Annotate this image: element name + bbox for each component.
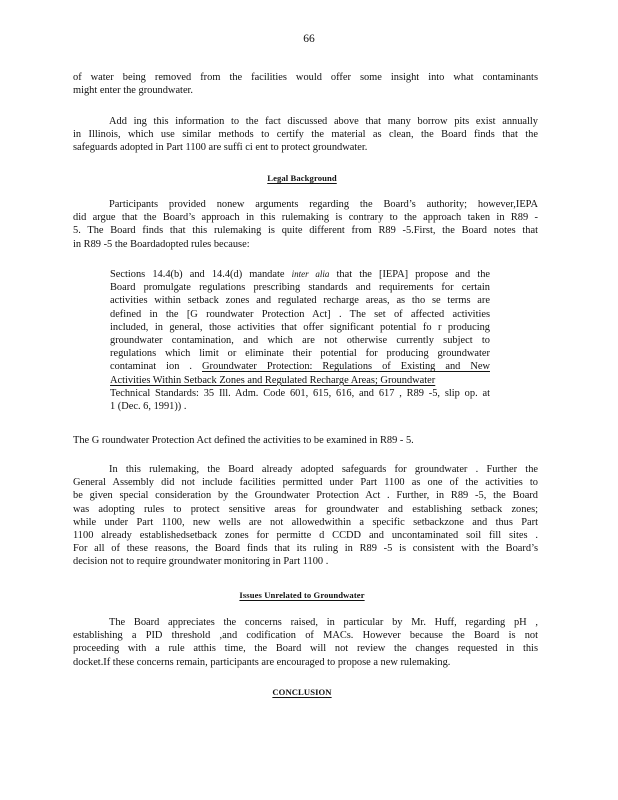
text-line: For all of these reasons, the Board finds that its ruling in R89 -5 is consistent with the Board’s: [73, 543, 538, 555]
text-line: while under Part 1100, new wells are not allowedwithin a specific setbackzone and thus Part: [73, 516, 538, 528]
text-line: in R89 -5 the Boardadopted rules because:: [73, 238, 250, 250]
text-line: proceeding with a rule atthis time, the Board will not review the changes requested in this: [73, 643, 538, 655]
text-line: [110, 374, 490, 387]
text-line: activities within setback zones and regulated recharge areas, as tho se terms are: [110, 295, 490, 307]
text-line: might enter the groundwater.: [73, 85, 194, 97]
text-line: groundwater contamination, and which are not otherwise currently subject to: [110, 335, 490, 347]
section-heading-conclusion: CONCLUSION: [272, 687, 332, 697]
text-line: General Assembly did not include facilities permitted under Part 1100 as one of the activities to: [73, 477, 538, 489]
citation-title-cont: Activities Within Setback Zones and Regulated Recharge Areas; Groundwater: [110, 374, 436, 386]
page-number: 66: [303, 33, 315, 45]
text-line: In this rulemaking, the Board already adopted safeguards for groundwater . Further the: [109, 464, 538, 475]
text-line: defined in the [G roundwater Protection Act] . The set of affected activities: [110, 308, 490, 320]
text-line: Technical Standards: 35 Ill. Adm. Code 601, 615, 616, and 617 , R89 -5, slip op. at: [110, 387, 490, 399]
text-line: Sections 14.4(b) and 14.4(d) mandate inter alia that the [IEPA] propose and the: [110, 269, 490, 280]
citation-title: Groundwater Protection: Regulations of Existing and New: [202, 361, 490, 373]
text-line: decision not to require groundwater monitoring in Part 1100 .: [73, 556, 329, 568]
text-line: did argue that the Board’s approach in this rulemaking is contrary to the approach taken in R89 -: [73, 212, 538, 224]
text-line: Participants provided nonew arguments regarding the Board’s authority; however,IEPA: [109, 199, 538, 210]
text-line: contaminat ion . Groundwater Protection: Regulations of Existing and New: [110, 361, 490, 373]
text-line: was adopting rules to protect sensitive areas for groundwater and establishing setback zones;: [73, 503, 538, 515]
text-line: The G roundwater Protection Act defined the activities to be examined in R89 - 5.: [73, 435, 414, 446]
block-quote-r89-5: [110, 268, 490, 413]
section-heading-legal-background: Legal Background: [267, 173, 337, 183]
text-line: docket.If these concerns remain, participants are encouraged to propose a new rulemaking.: [73, 656, 451, 668]
section-heading-issues-unrelated: Issues Unrelated to Groundwater: [239, 590, 365, 600]
text-line: Add ing this information to the fact discussed above that many borrow pits exist annually: [109, 116, 538, 127]
text-line: regulations which limit or eliminate their potential for producing groundwater: [110, 348, 490, 360]
paragraph-participants: [73, 198, 538, 251]
text-line: 1 (Dec. 6, 1991)) .: [110, 401, 187, 413]
paragraph-borrow-pits: [73, 115, 538, 155]
text-line: be given special consideration by the Groundwater Protection Act . Further, in R89 -5, the Board: [73, 490, 538, 502]
italic-inter-alia: inter alia: [291, 269, 330, 279]
text-line: Board promulgate regulations prescribing standards and requirements for certain: [110, 282, 490, 294]
paragraph-concerns: [73, 616, 538, 669]
text-line: in Illinois, which use similar methods to certify the material as clean, the Board finds that the: [73, 129, 538, 141]
text-line: The Board appreciates the concerns raised, in particular by Mr. Huff, regarding pH ,: [109, 617, 538, 628]
text-line: of water being removed from the facilities would offer some insight into what contaminants: [73, 72, 538, 83]
text-line: 5. The Board finds that this rulemaking is quite different from R89 -5.First, the Board notes that: [73, 225, 538, 237]
paragraph-water-removed: [73, 71, 538, 97]
paragraph-rulemaking: [73, 463, 538, 569]
paragraph-groundwater-act: [73, 434, 538, 447]
text-line: 1100 already establishedsetback zones for permitte d CCDD and uncontaminated soil fill sites .: [73, 530, 538, 542]
text-line: establishing a PID threshold ,and codification of MACs. However because the Board is not: [73, 630, 538, 642]
text-line: safeguards adopted in Part 1100 are suffi ci ent to protect groundwater.: [73, 142, 368, 154]
text-line: included, in general, those activities that offer significant potential fo r producing: [110, 321, 490, 333]
